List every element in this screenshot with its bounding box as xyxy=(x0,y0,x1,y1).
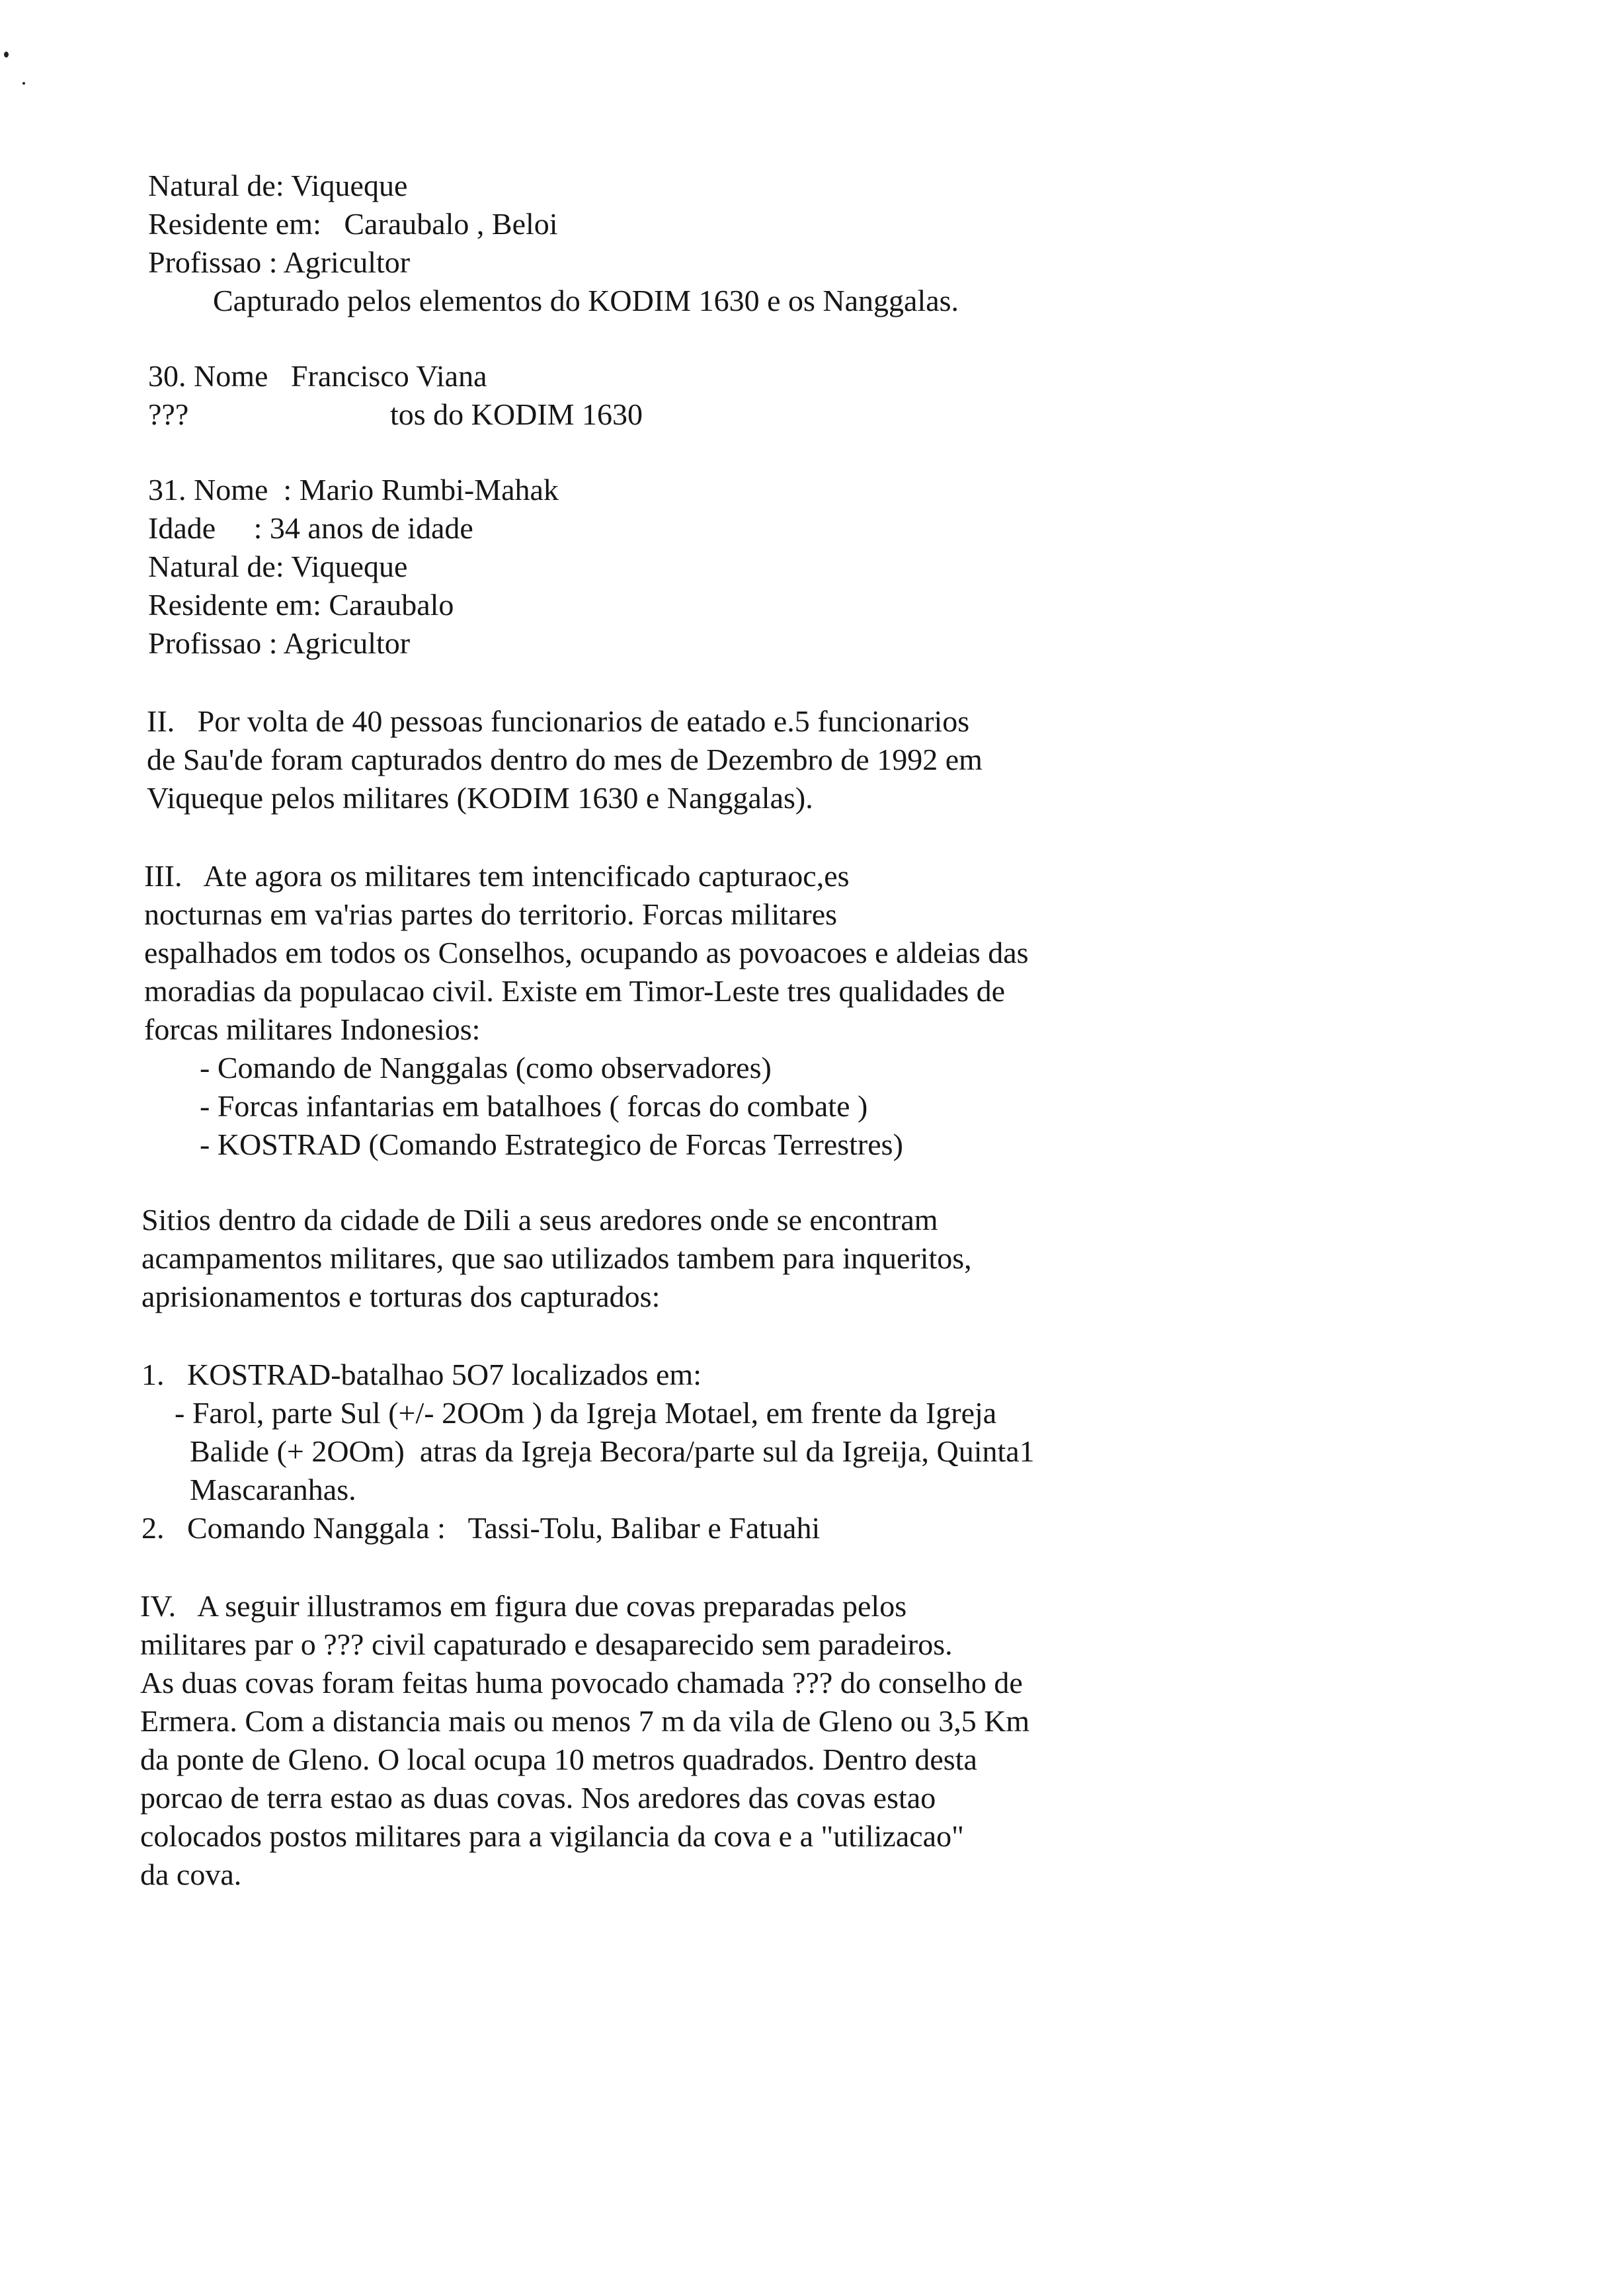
natural-line: Natural de: Viqueque xyxy=(148,169,408,202)
section-ii-line: Viqueque pelos militares (KODIM 1630 e Nanggalas). xyxy=(147,781,813,815)
section-iii-line: espalhados em todos os Conselhos, ocupando as povoacoes e aldeias das xyxy=(144,936,1029,969)
capturado-line: Capturado pelos elementos do KODIM 1630 e os Nanggalas. xyxy=(213,284,959,317)
section-iii-bullet: - Comando de Nanggalas (como observadores) xyxy=(200,1051,772,1085)
section-iv-line: da ponte de Gleno. O local ocupa 10 metros quadrados. Dentro desta xyxy=(140,1742,977,1776)
record-30-name: 30. Nome Francisco Viana xyxy=(148,359,487,393)
record-31-name: 31. Nome : Mario Rumbi-Mahak xyxy=(148,473,559,507)
section-iv-line: IV. A seguir illustramos em figura due covas preparadas pelos xyxy=(140,1589,907,1623)
section-iv-line: Ermera. Com a distancia mais ou menos 7 m da vila de Gleno ou 3,5 Km xyxy=(140,1704,1030,1738)
section-iii-line: forcas militares Indonesios: xyxy=(144,1012,481,1046)
section-iv-line: As duas covas foram feitas huma povocado chamada ??? do conselho de xyxy=(140,1666,1023,1700)
record-30-detail: tos do KODIM 1630 xyxy=(390,397,643,431)
section-iii-bullet: - Forcas infantarias em batalhoes ( forcas do combate ) xyxy=(200,1089,868,1123)
section-iii-line: moradias da populacao civil. Existe em Timor-Leste tres qualidades de xyxy=(144,974,1006,1008)
sitios-line: acampamentos militares, que sao utilizados tambem para inqueritos, xyxy=(141,1241,972,1275)
section-iv-line: porcao de terra estao as duas covas. Nos aredores das covas estao xyxy=(140,1781,936,1815)
residente-line: Residente em: Caraubalo , Beloi xyxy=(148,207,558,241)
section-iii-bullet: - KOSTRAD (Comando Estrategico de Forcas Terrestres) xyxy=(200,1128,903,1161)
record-31-natural: Natural de: Viqueque xyxy=(148,550,408,583)
section-iii-line: III. Ate agora os militares tem intencificado capturaoc,es xyxy=(144,859,850,893)
section-iv-line: militares par o ??? civil capaturado e desaparecido sem paradeiros. xyxy=(140,1627,953,1661)
sitios-item-1-sub: Mascaranhas. xyxy=(175,1473,356,1506)
sitios-item-1: 1. KOSTRAD-batalhao 5O7 localizados em: xyxy=(141,1358,702,1391)
record-30-unknown-label: ??? xyxy=(148,397,189,431)
sitios-item-1-sub: Balide (+ 2OOm) atras da Igreja Becora/parte sul da Igreija, Quinta1 xyxy=(175,1434,1035,1468)
scan-speck xyxy=(22,82,25,85)
sitios-line: Sitios dentro da cidade de Dili a seus aredores onde se encontram xyxy=(141,1203,938,1237)
scan-speck xyxy=(4,52,9,58)
record-31-profissao: Profissao : Agricultor xyxy=(148,626,411,660)
record-31-residente: Residente em: Caraubalo xyxy=(148,588,454,622)
section-ii-line: de Sau'de foram capturados dentro do mes de Dezembro de 1992 em xyxy=(147,743,983,776)
record-31-idade: Idade : 34 anos de idade xyxy=(148,511,473,545)
section-ii-line: II. Por volta de 40 pessoas funcionarios de eatado e.5 funcionarios xyxy=(147,704,970,738)
sitios-item-2: 2. Comando Nanggala : Tassi-Tolu, Balibar e Fatuahi xyxy=(141,1511,821,1545)
sitios-line: aprisionamentos e torturas dos capturados: xyxy=(141,1280,661,1313)
profissao-line: Profissao : Agricultor xyxy=(148,245,411,279)
section-iv-line: colocados postos militares para a vigilancia da cova e a "utilizacao" xyxy=(140,1819,964,1853)
section-iv-line: da cova. xyxy=(140,1858,242,1891)
sitios-item-1-sub: - Farol, parte Sul (+/- 2OOm ) da Igreja Motael, em frente da Igreja xyxy=(175,1396,997,1430)
section-iii-line: nocturnas em va'rias partes do territorio. Forcas militares xyxy=(144,897,838,931)
